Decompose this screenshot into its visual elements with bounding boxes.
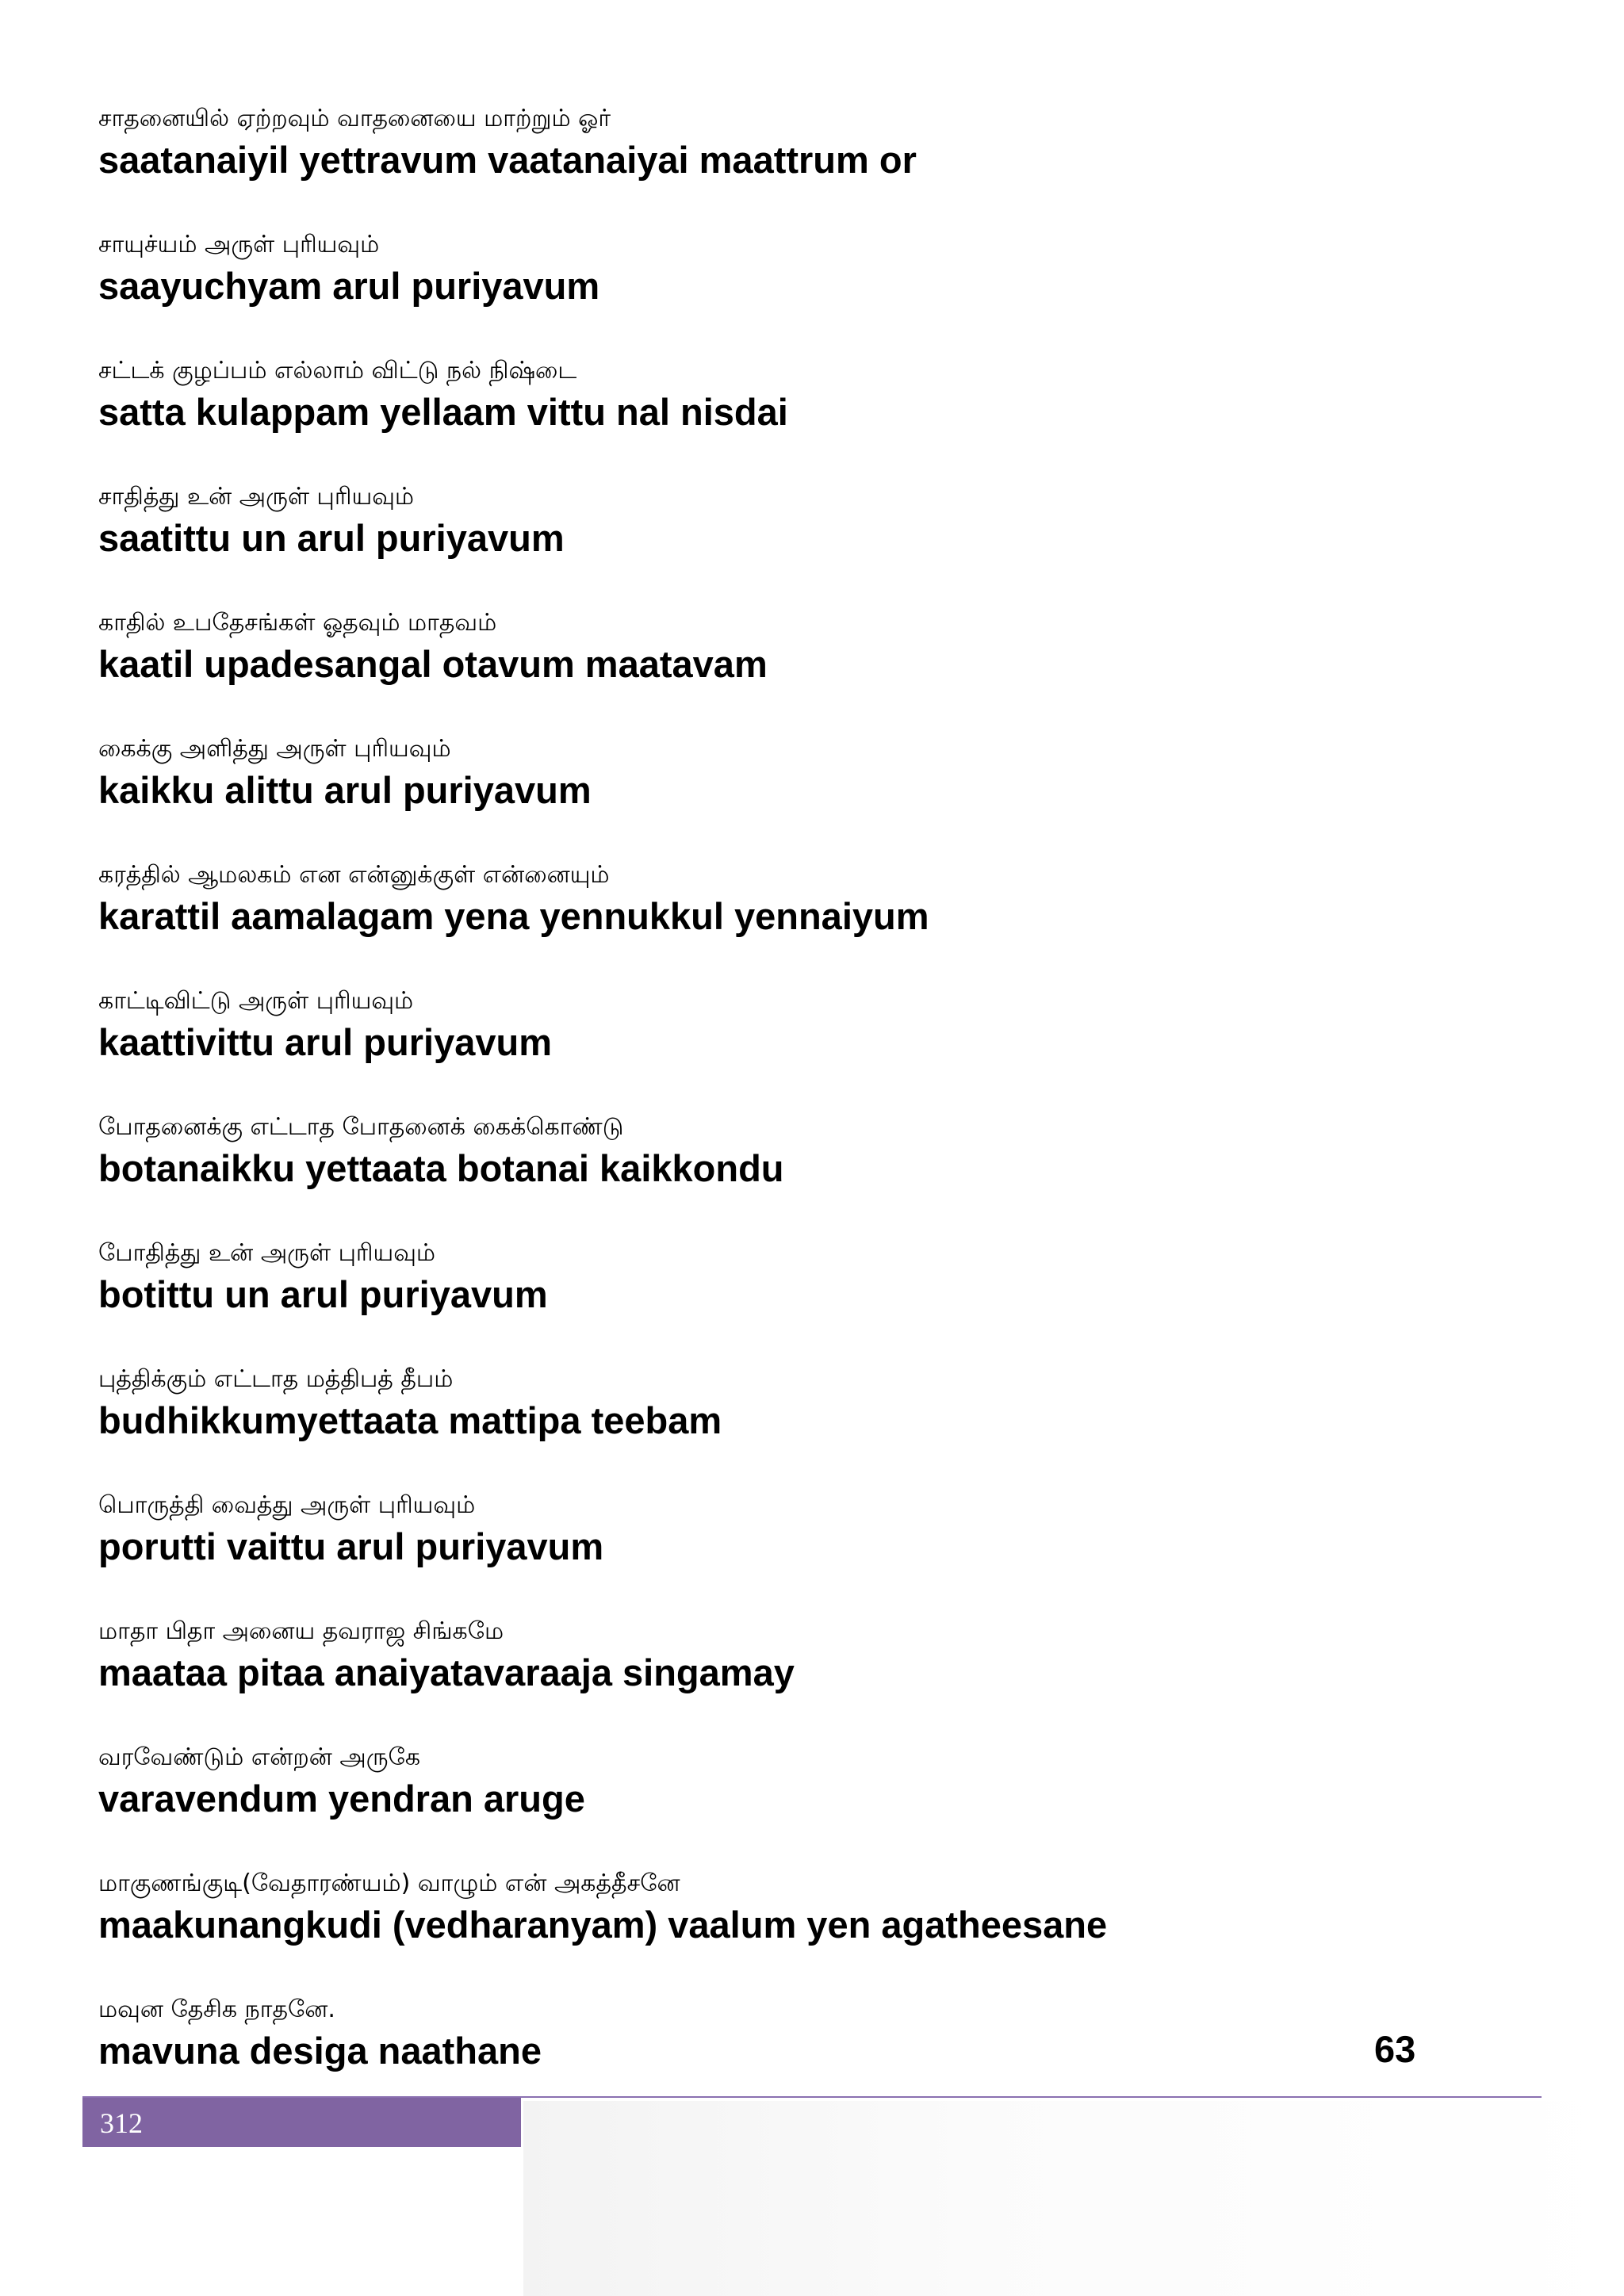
verse-line <box>98 481 1526 562</box>
tamil-line: சாயுச்யம் அருள் புரியவும் <box>98 231 380 258</box>
tamil-line: பொருத்தி வைத்து அருள் புரியவும் <box>98 1491 476 1519</box>
transliteration-line: botanaikku yettaata botanai kaikkondu <box>98 1147 784 1189</box>
page-number: 312 <box>100 2107 143 2139</box>
verse-line <box>98 1616 1526 1697</box>
transliteration-line: kaatil upadesangal otavum maatavam <box>98 643 768 685</box>
verse-line <box>98 1994 1526 2075</box>
transliteration-line: karattil aamalagam yena yennukkul yennaiyum <box>98 895 929 937</box>
transliteration-line: budhikkumyettaata mattipa teebam <box>98 1399 722 1441</box>
transliteration-line: mavuna desiga naathane <box>98 2030 542 2072</box>
transliteration-line: varavendum yendran aruge <box>98 1777 585 1820</box>
tamil-line: வரவேண்டும் என்றன் அருகே <box>98 1743 421 1771</box>
verse-line <box>98 1364 1526 1445</box>
verse-line <box>98 1868 1526 1949</box>
tamil-line: மவுன தேசிக நாதனே. <box>98 1996 335 2023</box>
transliteration-line: porutti vaittu arul puriyavum <box>98 1525 604 1567</box>
tamil-line: சாதித்து உன் அருள் புரியவும் <box>98 483 415 511</box>
verse-line <box>98 229 1526 310</box>
verse-line <box>98 1742 1526 1823</box>
tamil-line: கரத்தில் ஆமலகம் என என்னுக்குள் என்னையும் <box>98 861 610 889</box>
verse-line <box>98 859 1526 940</box>
verse-line <box>98 355 1526 436</box>
verse-line <box>98 103 1526 184</box>
verse-line <box>98 1490 1526 1571</box>
page-number-tab <box>82 2098 521 2147</box>
transliteration-line: saatittu un arul puriyavum <box>98 517 565 559</box>
transliteration-line: botittu un arul puriyavum <box>98 1273 548 1315</box>
transliteration-line: saatanaiyil yettravum vaatanaiyai maattrum or <box>98 139 917 181</box>
tamil-line: கைக்கு அளித்து அருள் புரியவும் <box>98 735 451 763</box>
verse-line <box>98 985 1526 1066</box>
tamil-line: காதில் உபதேசங்கள் ஓதவும் மாதவம் <box>98 609 497 637</box>
tamil-line: போதித்து உன் அருள் புரியவும் <box>98 1239 436 1267</box>
tamil-line: போதனைக்கு எட்டாத போதனைக் கைக்கொண்டு <box>98 1113 624 1141</box>
page-shadow <box>523 2101 1624 2296</box>
verse-line <box>98 733 1526 814</box>
tamil-line: சட்டக் குழப்பம் எல்லாம் விட்டு நல் நிஷ்டை <box>98 357 577 385</box>
tamil-line: மாதா பிதா அனைய தவராஜ சிங்கமே <box>98 1617 504 1645</box>
transliteration-line: satta kulappam yellaam vittu nal nisdai <box>98 391 788 433</box>
transliteration-line: maakunangkudi (vedharanyam) vaalum yen agatheesane <box>98 1904 1108 1946</box>
transliteration-line: maataa pitaa anaiyatavaraaja singamay <box>98 1651 795 1693</box>
tamil-line: மாகுணங்குடி(வேதாரண்யம்) வாழும் என் அகத்தீசனே <box>98 1869 680 1897</box>
verse-line <box>98 607 1526 688</box>
verse-number: 63 <box>1374 2028 1416 2070</box>
tamil-line: சாதனையில் ஏற்றவும் வாதனையை மாற்றும் ஓர் <box>98 105 611 132</box>
verse-line <box>98 1112 1526 1192</box>
transliteration-line: saayuchyam arul puriyavum <box>98 265 600 307</box>
transliteration-line: kaikku alittu arul puriyavum <box>98 769 592 811</box>
verse-line <box>98 1238 1526 1318</box>
tamil-line: புத்திக்கும் எட்டாத மத்திபத் தீபம் <box>98 1365 454 1393</box>
transliteration-line: kaattivittu arul puriyavum <box>98 1021 552 1063</box>
tamil-line: காட்டிவிட்டு அருள் புரியவும் <box>98 987 414 1015</box>
